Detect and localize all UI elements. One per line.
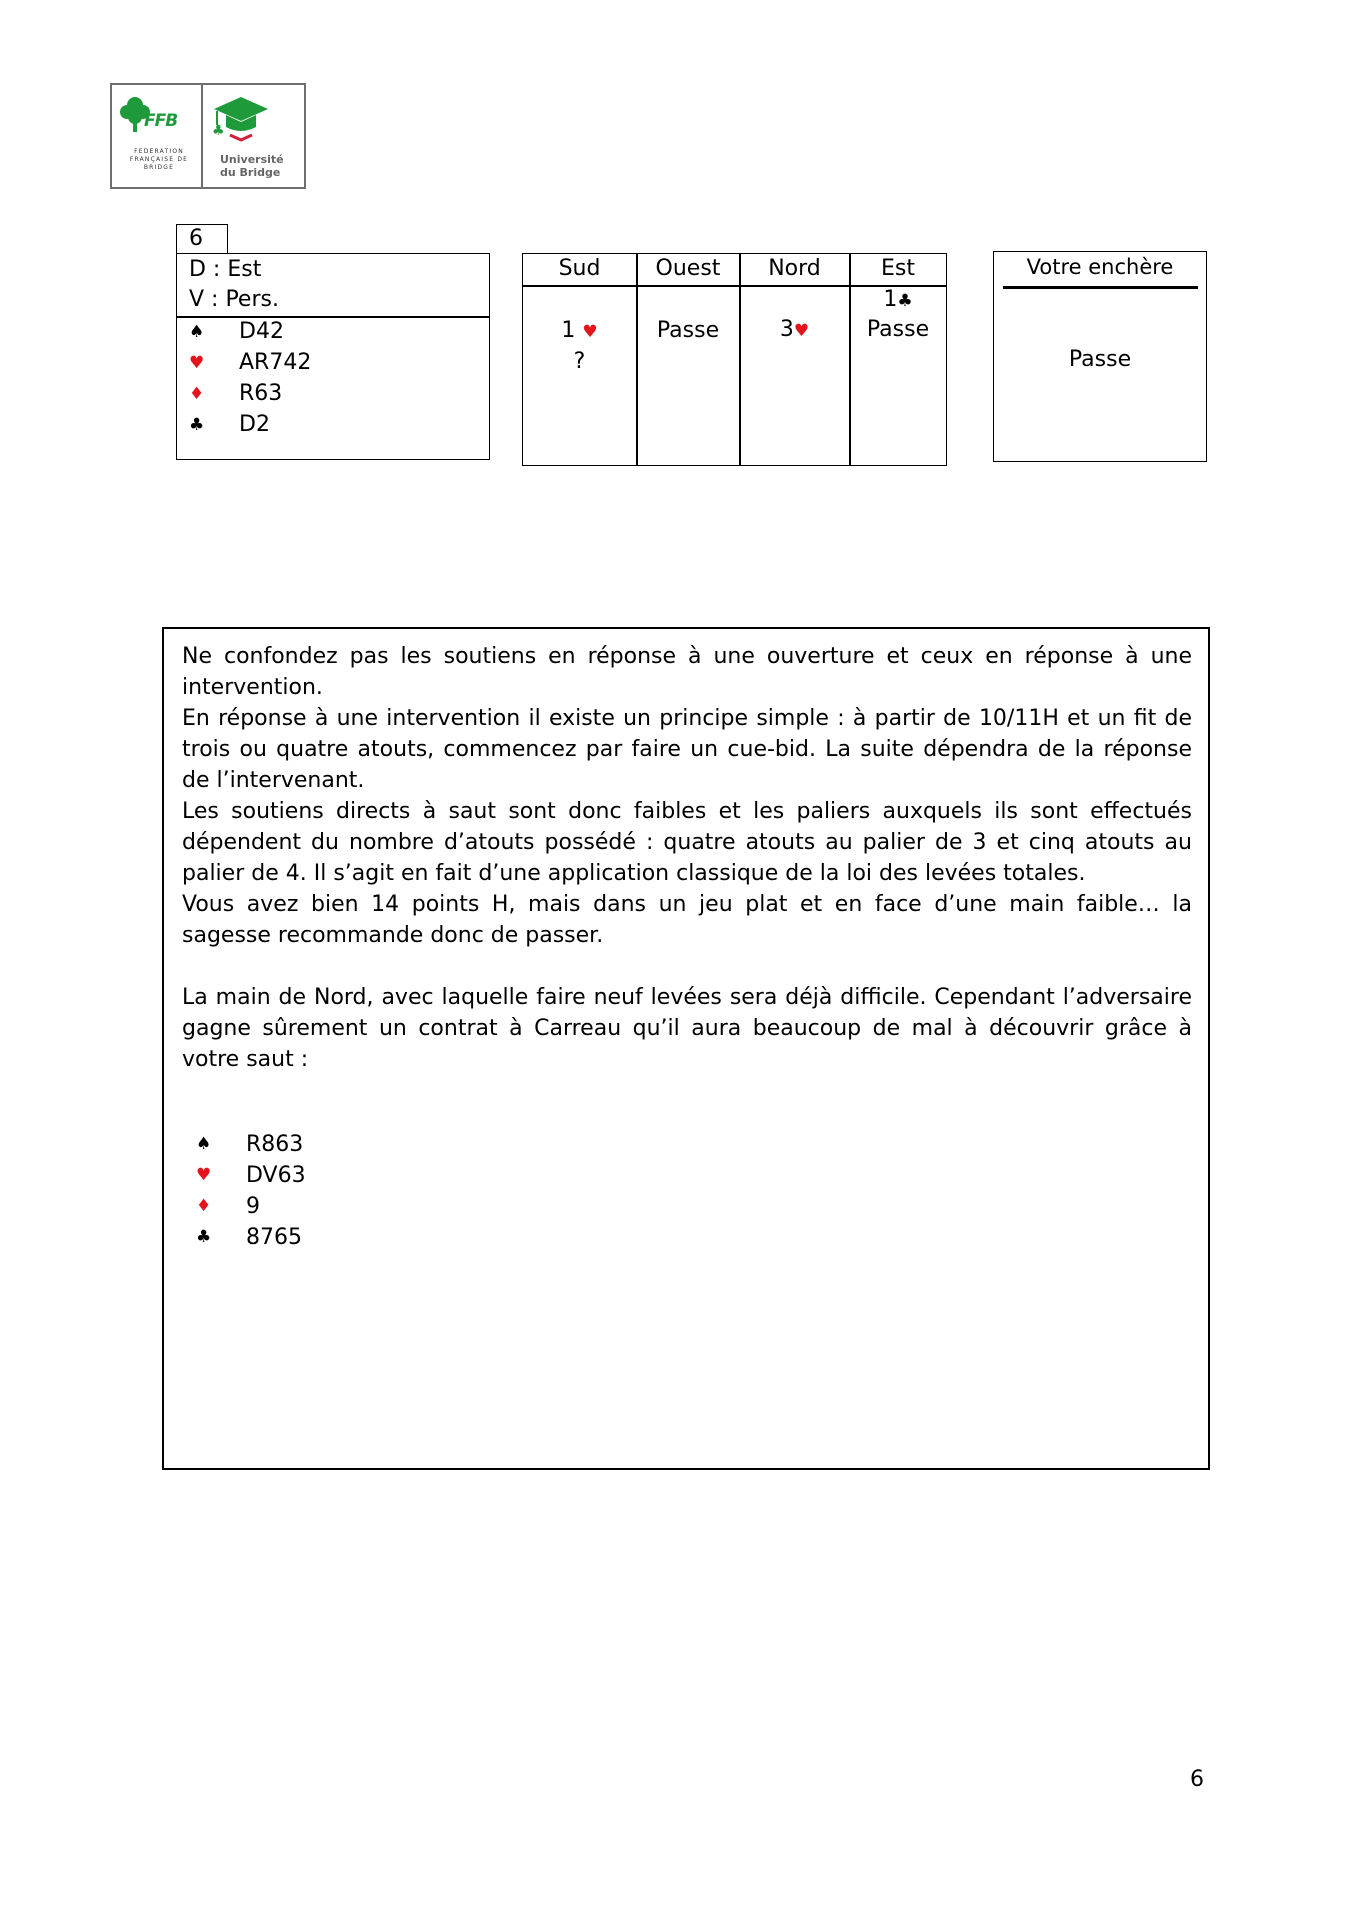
bid-sud-1 <box>523 317 636 346</box>
header-ouest: Ouest <box>655 256 721 281</box>
bidding-table <box>522 253 947 466</box>
hand-row-diamonds <box>189 380 282 408</box>
club-cards: D2 <box>239 412 270 437</box>
club-icon: ♣ <box>189 415 205 435</box>
bid-est-2: Passe <box>866 317 930 342</box>
north-row-diamonds <box>196 1191 260 1222</box>
hand-row-clubs <box>189 411 270 439</box>
commentary-box <box>162 627 1210 1470</box>
graduation-cap-icon <box>212 95 270 145</box>
north-row-hearts <box>196 1160 306 1191</box>
svg-text:♣: ♣ <box>212 123 225 139</box>
heart-icon: ♥ <box>189 353 205 373</box>
deal-number: 6 <box>176 224 228 254</box>
commentary-paragraph: Les soutiens directs à saut sont donc faibles et les paliers auxquels ils sont effectués dépendent du nombre d’atouts possédé : quatre atouts au palier de 3 et cinq atouts au palier de 4. Il s’agit en fait d’une application classique de la loi des levées totales. <box>182 799 1192 886</box>
spade-icon: ♠ <box>189 322 205 342</box>
du-bridge-text: du Bridge <box>220 166 281 179</box>
logo-divider <box>201 85 203 187</box>
deal-box <box>176 253 490 460</box>
bid-est-1 <box>850 286 946 315</box>
header-est: Est <box>881 256 915 281</box>
paragraph-gap <box>182 951 1192 982</box>
heart-icon: ♥ <box>793 321 810 341</box>
header-nord: Nord <box>768 256 821 281</box>
club-icon: ♣ <box>897 291 913 311</box>
hand-row-spades <box>189 318 284 346</box>
commentary-paragraph: Vous avez bien 14 points H, mais dans un jeu plat et en face d’une main faible… la sagesse recommande donc de passer. <box>182 892 1192 948</box>
bidding-column-divider <box>739 254 741 465</box>
commentary-paragraph: La main de Nord, avec laquelle faire neuf levées sera déjà difficile. Cependant l’adversaire gagne sûrement un contrat à Carreau qu’il aura beaucoup de mal à découvrir grâce à votre saut : <box>182 985 1192 1072</box>
dealer-line: D : Est <box>189 257 262 282</box>
bid-level: 1 <box>883 287 898 312</box>
spade-icon: ♠ <box>196 1134 212 1154</box>
hand-row-hearts <box>189 349 311 377</box>
heart-icon: ♥ <box>582 322 598 342</box>
north-heart-cards: DV63 <box>246 1163 306 1188</box>
universite-text: Université <box>220 153 284 166</box>
answer-value: Passe <box>1068 347 1132 372</box>
ffb-caption: FEDERATION FRANÇAISE DE BRIDGE <box>129 148 189 171</box>
page-number: 6 <box>1190 1767 1204 1792</box>
header-sud: Sud <box>558 256 601 281</box>
answer-title-rule <box>1003 286 1198 289</box>
north-row-spades <box>196 1129 303 1160</box>
bid-ouest-1: Passe <box>656 318 720 343</box>
commentary-text <box>182 641 1192 1075</box>
spade-cards: D42 <box>239 319 284 344</box>
north-row-clubs <box>196 1222 302 1253</box>
diamond-icon: ♦ <box>189 384 205 404</box>
ffb-wordmark: FFB <box>144 111 178 131</box>
north-spade-cards: R863 <box>246 1132 304 1157</box>
bidding-column-divider <box>636 254 638 465</box>
ffb-logo <box>110 83 306 189</box>
bid-level: 1 <box>561 318 576 343</box>
answer-box <box>993 251 1207 462</box>
north-diamond-cards: 9 <box>246 1194 260 1219</box>
answer-title: Votre enchère <box>1026 255 1174 279</box>
diamond-icon: ♦ <box>196 1196 212 1216</box>
diamond-cards: R63 <box>239 381 283 406</box>
commentary-paragraph: En réponse à une intervention il existe un principe simple : à partir de 10/11H et un fit de trois ou quatre atouts, commencez par faire un cue-bid. La suite dépendra de la réponse de l’intervenant. <box>182 706 1192 793</box>
vulnerability-line: V : Pers. <box>189 287 279 312</box>
universite-du-bridge-wordmark <box>220 153 284 179</box>
heart-icon: ♥ <box>196 1165 212 1185</box>
bid-level: 3 <box>779 317 794 342</box>
bid-nord-1 <box>740 316 849 345</box>
commentary-paragraph: Ne confondez pas les soutiens en réponse à une ouverture et ceux en réponse à une intervention. <box>182 644 1192 700</box>
heart-cards: AR742 <box>239 350 312 375</box>
club-icon: ♣ <box>196 1227 212 1247</box>
north-club-cards: 8765 <box>246 1225 302 1250</box>
bid-sud-2: ? <box>573 349 586 374</box>
